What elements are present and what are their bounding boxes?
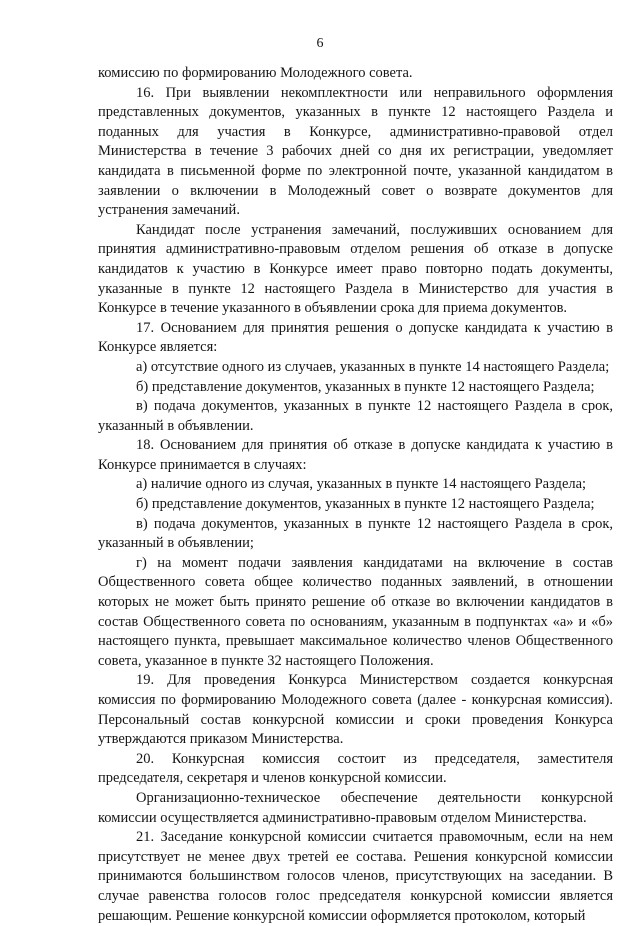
paragraph: Организационно-техническое обеспечение деятельности конкурсной комиссии осуществляется административно-правовым отделом Министерства. xyxy=(98,789,613,826)
paragraph: 17. Основанием для принятия решения о допуске кандидата к участию в Конкурсе является: xyxy=(98,319,613,356)
page-number: 6 xyxy=(316,36,324,51)
paragraph: а) отсутствие одного из случаев, указанных в пункте 14 настоящего Раздела; xyxy=(136,358,610,375)
paragraph: комиссию по формированию Молодежного совета. xyxy=(98,65,413,81)
paragraph: 20. Конкурсная комиссия состоит из председателя, заместителя председателя, секретаря и членов конкурсной комиссии. xyxy=(98,750,613,787)
paragraph: в) подача документов, указанных в пункте 12 настоящего Раздела в срок, указанный в объявлении; xyxy=(98,515,613,552)
paragraph: 19. Для проведения Конкурса Министерством создается конкурсная комиссия по формированию Молодежного совета (далее - конкурсная комиссия). Персональный состав конкурсной комиссии и сроки проведения Конкурса утверждаются приказом Министерства. xyxy=(98,672,613,748)
paragraph: в) подача документов, указанных в пункте 12 настоящего Раздела в срок, указанный в объявлении. xyxy=(98,398,613,434)
paragraph: б) представление документов, указанных в пункте 12 настоящего Раздела; xyxy=(136,378,595,395)
paragraph: 16. При выявлении некомплектности или неправильного оформления представленных документов, указанных в пункте 12 настоящего Раздела и поданных для участия в Конкурсе, административно-правовой отдел Министерства в течение 3 рабочих дней со дня их регистрации, уведомляет кандидата в письменной форме по электронной почте, указанной кандидатом в заявлении о включении в Молодежный совет о возврате документов для устранения замечаний. xyxy=(98,84,613,219)
paragraph: а) наличие одного из случая, указанных в пункте 14 настоящего Раздела; xyxy=(136,476,587,493)
paragraph: б) представление документов, указанных в пункте 12 настоящего Раздела; xyxy=(136,496,595,513)
paragraph: 18. Основанием для принятия об отказе в допуске кандидата к участию в Конкурсе принимается в случаях: xyxy=(98,437,613,473)
document-body xyxy=(98,64,613,926)
paragraph: 21. Заседание конкурсной комиссии считается правомочным, если на нем присутствует не менее двух третей ее состава. Решения конкурсной комиссии принимаются большинством голосов членов, присутствующих на заседании. В случае равенства голосов голос председателя конкурсной комиссии является решающим. Решение конкурсной комиссии оформляется протоколом, который xyxy=(98,829,613,924)
paragraph: Кандидат после устранения замечаний, послуживших основанием для принятия административно-правовым отделом решения об отказе в допуске кандидатов к участию в Конкурсе имеет право повторно подать документы, указанные в пункте 12 настоящего Раздела в Министерство для участия в Конкурсе в течение указанного в объявлении срока для приема документов. xyxy=(98,221,613,317)
paragraph: г) на момент подачи заявления кандидатами на включение в состав Общественного совета общее количество поданных заявлений, в отношении которых не может быть принято решение об отказе во включении кандидатов в состав Общественного совета по основаниям, указанным в подпунктах «а» и «б» настоящего пункта, превышает максимальное количество членов Общественного совета, указанное в пункте 32 настоящего Положения. xyxy=(98,554,613,669)
